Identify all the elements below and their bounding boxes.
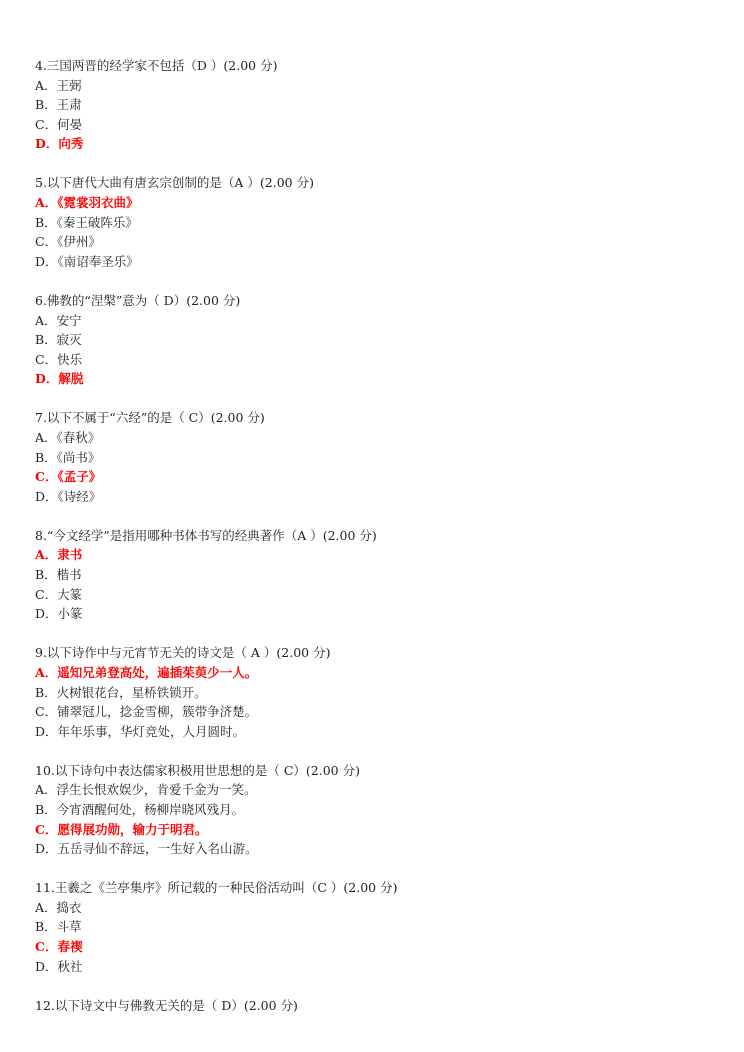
question-block	[35, 526, 715, 624]
correct-answer-option: C．愿得展功勋，输力于明君。	[35, 821, 208, 837]
question-block	[35, 761, 715, 859]
correct-answer-option: C．《孟子》	[35, 469, 102, 485]
correct-answer-option: A．遥知兄弟登高处，遍插茱萸少一人。	[35, 664, 258, 680]
question-block	[35, 878, 715, 976]
answer-option: A．安宁	[35, 312, 82, 328]
correct-answer-option: A．隶书	[35, 547, 83, 563]
answer-option: D．五岳寻仙不辞远，一生好入名山游。	[35, 841, 258, 857]
answer-option: D．《诗经》	[35, 488, 102, 504]
answer-option: C．何晏	[35, 116, 83, 132]
answer-option: B．《尚书》	[35, 449, 101, 465]
question-block	[35, 56, 715, 154]
answer-option: B．《秦王破阵乐》	[35, 214, 138, 230]
answer-option: A．王弼	[35, 77, 82, 93]
answer-option: C．铺翠冠儿，捻金雪柳，簇带争济楚。	[35, 704, 258, 720]
question-block	[35, 996, 715, 1016]
question-stem: 5.以下唐代大曲有唐玄宗创制的是（A ）(2.00 分)	[35, 175, 314, 191]
answer-option: B．寂灭	[35, 332, 82, 348]
question-block	[35, 408, 715, 506]
answer-option: D．秋社	[35, 958, 83, 974]
question-stem: 10.以下诗句中表达儒家积极用世思想的是（ C）(2.00 分)	[35, 762, 360, 778]
question-list	[35, 56, 715, 1015]
answer-option: A．捣衣	[35, 899, 82, 915]
answer-option: B．斗草	[35, 919, 82, 935]
answer-option: B．火树银花台，星桥铁锁开。	[35, 684, 207, 700]
question-stem: 7.以下不属于“六经”的是（ C）(2.00 分)	[35, 410, 265, 426]
answer-option: B．楷书	[35, 567, 82, 583]
question-stem: 12.以下诗文中与佛教无关的是（ D）(2.00 分)	[35, 997, 298, 1013]
question-block	[35, 291, 715, 389]
answer-option: D．小篆	[35, 606, 83, 622]
correct-answer-option: D．解脱	[35, 371, 84, 387]
answer-option: D．《南诏奉圣乐》	[35, 253, 139, 269]
answer-option: D．年年乐事，华灯竞处，人月圆时。	[35, 723, 246, 739]
answer-option: C．《伊州》	[35, 234, 101, 250]
exam-page	[35, 56, 715, 1035]
correct-answer-option: D．向秀	[35, 136, 84, 152]
question-stem: 8.“今文经学”是指用哪种书体书写的经典著作（A ）(2.00 分)	[35, 527, 377, 543]
answer-option: C．大篆	[35, 586, 83, 602]
answer-option: B．今宵酒醒何处，杨柳岸晓风残月。	[35, 802, 245, 817]
question-stem: 6.佛教的“涅槃”意为（ D）(2.00 分)	[35, 292, 241, 308]
correct-answer-option: A．《霓裳羽衣曲》	[35, 195, 139, 211]
answer-option: C．快乐	[35, 351, 83, 367]
answer-option: B．王肃	[35, 97, 82, 113]
answer-option: A．浮生长恨欢娱少，肯爱千金为一笑。	[35, 782, 257, 798]
question-block	[35, 643, 715, 741]
question-block	[35, 173, 715, 271]
question-stem: 4.三国两晋的经学家不包括（D ）(2.00 分)	[35, 58, 278, 73]
question-stem: 11.王羲之《兰亭集序》所记载的一种民俗活动叫（C ）(2.00 分)	[35, 880, 398, 896]
answer-option: A．《春秋》	[35, 430, 101, 445]
question-stem: 9.以下诗作中与元宵节无关的诗文是（ A ）(2.00 分)	[35, 645, 331, 661]
correct-answer-option: C．春禊	[35, 939, 83, 955]
